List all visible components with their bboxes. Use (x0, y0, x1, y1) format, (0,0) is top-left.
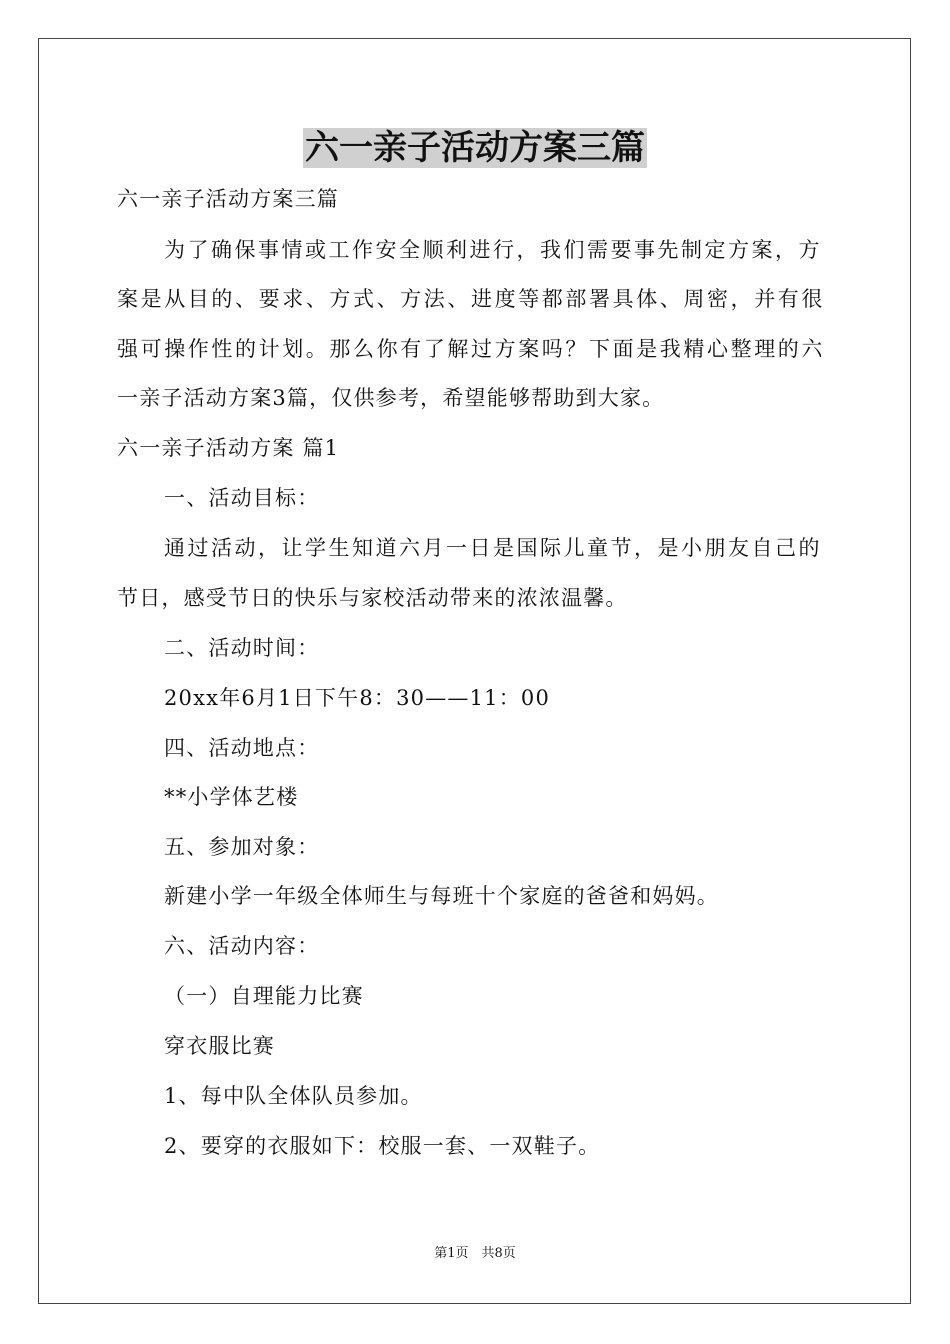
document-title: 六一亲子活动方案三篇 (305, 128, 645, 168)
intro-line-1: 为了确保事情或工作安全顺利进行，我们需要事先制定方案，方 (164, 238, 822, 262)
time-value: 20xx年6月1日下午8：30——11：00 (164, 686, 551, 710)
content-item-2: 2、要穿的衣服如下：校服一套、一双鞋子。 (164, 1134, 601, 1158)
page-footer: 第1页 共8页 (434, 1246, 516, 1261)
intro-line-4: 一亲子活动方案3篇，仅供参考，希望能够帮助到大家。 (117, 386, 665, 410)
content-item-title: 穿衣服比赛 (164, 1034, 275, 1058)
heading-goal: 一、活动目标： (164, 486, 320, 510)
subtitle-line: 六一亲子活动方案三篇 (117, 187, 339, 211)
goal-line-1: 通过活动，让学生知道六月一日是国际儿童节，是小朋友自己的 (164, 536, 822, 560)
intro-line-2: 案是从目的、要求、方式、方法、进度等都部署具体、周密，并有很 (117, 287, 825, 311)
heading-time: 二、活动时间： (164, 636, 320, 660)
goal-line-2: 节日，感受节日的快乐与家校活动带来的浓浓温馨。 (117, 586, 628, 610)
content-subheading: （一）自理能力比赛 (164, 984, 364, 1008)
page-border (38, 38, 911, 1304)
section-heading: 六一亲子活动方案 篇1 (117, 436, 340, 460)
location-value: **小学体艺楼 (164, 785, 299, 809)
participants-value: 新建小学一年级全体师生与每班十个家庭的爸爸和妈妈。 (164, 884, 719, 908)
heading-content: 六、活动内容： (164, 934, 320, 958)
content-item-1: 1、每中队全体队员参加。 (164, 1084, 423, 1108)
heading-location: 四、活动地点： (164, 736, 320, 760)
intro-line-3: 强可操作性的计划。那么你有了解过方案吗？下面是我精心整理的六 (117, 337, 825, 361)
heading-participants: 五、参加对象： (164, 835, 320, 859)
